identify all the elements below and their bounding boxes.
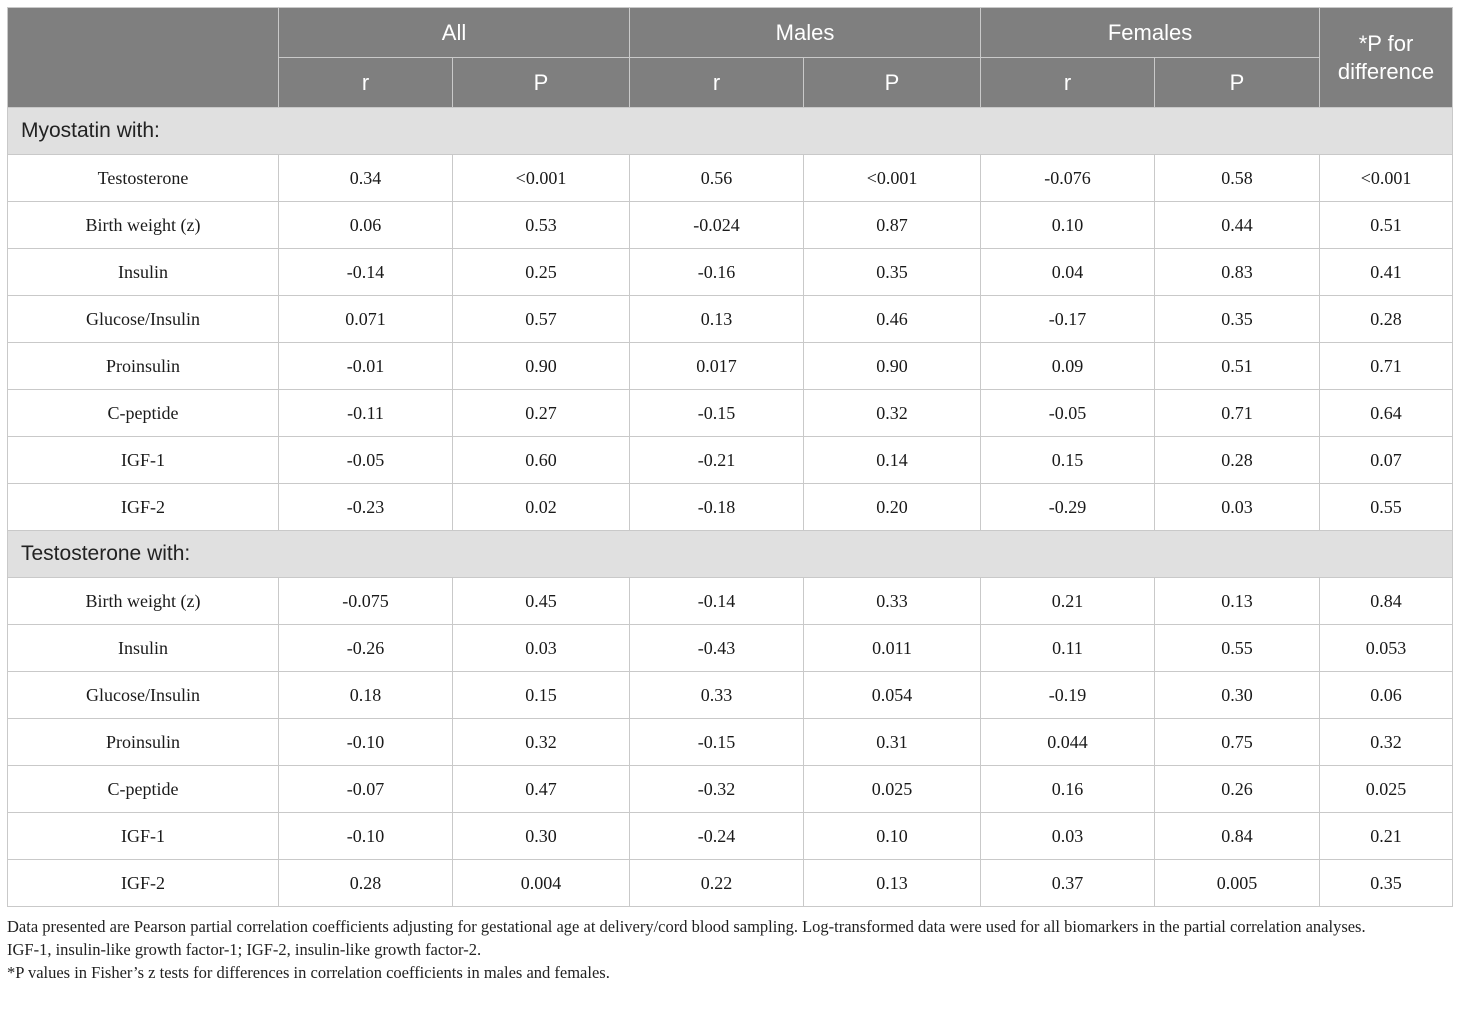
- table-cell: 0.41: [1320, 249, 1453, 296]
- table-cell: 0.13: [1155, 578, 1320, 625]
- table-cell: 0.64: [1320, 390, 1453, 437]
- section-title: Testosterone with:: [8, 531, 1453, 578]
- table-cell: -0.10: [279, 719, 453, 766]
- table-cell: 0.14: [804, 437, 981, 484]
- table-cell: 0.87: [804, 202, 981, 249]
- table-cell: 0.025: [1320, 766, 1453, 813]
- correlation-table: [7, 7, 1453, 907]
- table-cell: 0.06: [1320, 672, 1453, 719]
- table-row: [8, 578, 1453, 625]
- table-cell: <0.001: [804, 155, 981, 202]
- table-cell: 0.22: [630, 860, 804, 907]
- table-cell: -0.01: [279, 343, 453, 390]
- row-label: Birth weight (z): [8, 202, 279, 249]
- table-row: [8, 249, 1453, 296]
- table-row: [8, 296, 1453, 343]
- table-cell: 0.56: [630, 155, 804, 202]
- table-cell: 0.044: [981, 719, 1155, 766]
- table-cell: -0.11: [279, 390, 453, 437]
- table-cell: 0.58: [1155, 155, 1320, 202]
- table-cell: 0.15: [453, 672, 630, 719]
- table-row: [8, 155, 1453, 202]
- table-cell: 0.21: [1320, 813, 1453, 860]
- table-cell: 0.51: [1155, 343, 1320, 390]
- table-cell: 0.13: [630, 296, 804, 343]
- table-row: [8, 672, 1453, 719]
- table-cell: 0.04: [981, 249, 1155, 296]
- table-cell: 0.35: [804, 249, 981, 296]
- row-label: C-peptide: [8, 390, 279, 437]
- table-row: [8, 719, 1453, 766]
- table-cell: 0.26: [1155, 766, 1320, 813]
- table-cell: 0.55: [1320, 484, 1453, 531]
- table-cell: 0.35: [1320, 860, 1453, 907]
- row-label: Glucose/Insulin: [8, 672, 279, 719]
- table-cell: 0.30: [1155, 672, 1320, 719]
- header-p-difference-line2: difference: [1337, 58, 1435, 84]
- footnote-method: Data presented are Pearson partial correlation coefficients adjusting for gestational age at delivery/cord blood sampling. Log-transformed data were used for all biomarkers in the partial correlation analyses.: [7, 917, 1366, 936]
- table-cell: 0.57: [453, 296, 630, 343]
- section-title: Myostatin with:: [8, 108, 1453, 155]
- table-cell: 0.07: [1320, 437, 1453, 484]
- header-females-p: P: [1155, 58, 1320, 108]
- table-cell: 0.83: [1155, 249, 1320, 296]
- table-cell: -0.43: [630, 625, 804, 672]
- table-cell: 0.44: [1155, 202, 1320, 249]
- header-p-difference-line1: *P for: [1358, 30, 1414, 56]
- table-cell: 0.25: [453, 249, 630, 296]
- table-cell: 0.21: [981, 578, 1155, 625]
- row-label: Testosterone: [8, 155, 279, 202]
- table-cell: 0.71: [1155, 390, 1320, 437]
- table-cell: 0.13: [804, 860, 981, 907]
- table-cell: 0.35: [1155, 296, 1320, 343]
- table-cell: 0.03: [1155, 484, 1320, 531]
- table-cell: -0.29: [981, 484, 1155, 531]
- table-cell: 0.32: [1320, 719, 1453, 766]
- table-cell: 0.75: [1155, 719, 1320, 766]
- table-cell: 0.28: [279, 860, 453, 907]
- table-cell: -0.16: [630, 249, 804, 296]
- table-cell: 0.32: [453, 719, 630, 766]
- table-cell: 0.33: [630, 672, 804, 719]
- table-cell: <0.001: [453, 155, 630, 202]
- table-cell: 0.33: [804, 578, 981, 625]
- table-cell: 0.10: [981, 202, 1155, 249]
- table-cell: 0.005: [1155, 860, 1320, 907]
- table-cell: -0.18: [630, 484, 804, 531]
- table-cell: -0.17: [981, 296, 1155, 343]
- header-all-p: P: [453, 58, 630, 108]
- table-cell: 0.02: [453, 484, 630, 531]
- table-row: [8, 484, 1453, 531]
- table-cell: -0.21: [630, 437, 804, 484]
- table-cell: 0.06: [279, 202, 453, 249]
- table-row: [8, 860, 1453, 907]
- table-row: [8, 343, 1453, 390]
- header-females-r: r: [981, 58, 1155, 108]
- table-cell: 0.025: [804, 766, 981, 813]
- table-cell: 0.90: [453, 343, 630, 390]
- table-cell: 0.47: [453, 766, 630, 813]
- table-cell: -0.14: [279, 249, 453, 296]
- table-cell: 0.011: [804, 625, 981, 672]
- table-cell: -0.32: [630, 766, 804, 813]
- table-cell: -0.024: [630, 202, 804, 249]
- table-cell: 0.017: [630, 343, 804, 390]
- table-row: [8, 813, 1453, 860]
- row-label: Birth weight (z): [8, 578, 279, 625]
- row-label: IGF-1: [8, 437, 279, 484]
- table-row: [8, 766, 1453, 813]
- table-cell: 0.11: [981, 625, 1155, 672]
- table-header: [8, 8, 1453, 108]
- footnotes: [7, 915, 1452, 984]
- table-cell: -0.23: [279, 484, 453, 531]
- table-cell: 0.45: [453, 578, 630, 625]
- table-cell: 0.27: [453, 390, 630, 437]
- table-cell: 0.90: [804, 343, 981, 390]
- table-row: [8, 390, 1453, 437]
- table-cell: -0.05: [279, 437, 453, 484]
- table-cell: 0.53: [453, 202, 630, 249]
- table-cell: 0.28: [1320, 296, 1453, 343]
- table-cell: 0.18: [279, 672, 453, 719]
- table-cell: 0.053: [1320, 625, 1453, 672]
- row-label: Glucose/Insulin: [8, 296, 279, 343]
- table-cell: 0.28: [1155, 437, 1320, 484]
- table-cell: 0.09: [981, 343, 1155, 390]
- header-males-r: r: [630, 58, 804, 108]
- table-cell: 0.34: [279, 155, 453, 202]
- header-group-all: All: [279, 8, 630, 58]
- table-cell: -0.24: [630, 813, 804, 860]
- table-cell: 0.55: [1155, 625, 1320, 672]
- table-cell: 0.30: [453, 813, 630, 860]
- section-row: [8, 108, 1453, 155]
- table-cell: 0.004: [453, 860, 630, 907]
- table-cell: 0.10: [804, 813, 981, 860]
- header-group-females: Females: [981, 8, 1320, 58]
- table-cell: -0.14: [630, 578, 804, 625]
- table-cell: 0.20: [804, 484, 981, 531]
- row-label: Proinsulin: [8, 343, 279, 390]
- row-label: Proinsulin: [8, 719, 279, 766]
- row-label: Insulin: [8, 249, 279, 296]
- table-cell: 0.15: [981, 437, 1155, 484]
- table-cell: -0.075: [279, 578, 453, 625]
- table-cell: 0.071: [279, 296, 453, 343]
- table-cell: -0.15: [630, 390, 804, 437]
- footnote-abbreviations: IGF-1, insulin-like growth factor-1; IGF-2, insulin-like growth factor-2.: [7, 940, 482, 959]
- table-cell: 0.51: [1320, 202, 1453, 249]
- table-row: [8, 437, 1453, 484]
- table-cell: 0.60: [453, 437, 630, 484]
- table-cell: 0.16: [981, 766, 1155, 813]
- table-cell: 0.71: [1320, 343, 1453, 390]
- header-males-p: P: [804, 58, 981, 108]
- header-group-males: Males: [630, 8, 981, 58]
- table-cell: 0.03: [453, 625, 630, 672]
- table-container: [7, 7, 1452, 984]
- header-p-difference: [1320, 8, 1453, 108]
- row-label: C-peptide: [8, 766, 279, 813]
- section-row: [8, 531, 1453, 578]
- table-cell: 0.054: [804, 672, 981, 719]
- table-cell: -0.19: [981, 672, 1155, 719]
- table-cell: 0.46: [804, 296, 981, 343]
- table-cell: 0.32: [804, 390, 981, 437]
- row-label: Insulin: [8, 625, 279, 672]
- table-body: [8, 108, 1453, 907]
- row-label: IGF-2: [8, 860, 279, 907]
- header-blank-cell: [8, 8, 279, 108]
- table-cell: 0.84: [1320, 578, 1453, 625]
- table-cell: <0.001: [1320, 155, 1453, 202]
- table-cell: 0.03: [981, 813, 1155, 860]
- table-cell: -0.26: [279, 625, 453, 672]
- table-cell: -0.05: [981, 390, 1155, 437]
- table-cell: 0.84: [1155, 813, 1320, 860]
- header-all-r: r: [279, 58, 453, 108]
- table-cell: -0.15: [630, 719, 804, 766]
- table-cell: 0.31: [804, 719, 981, 766]
- table-row: [8, 202, 1453, 249]
- table-cell: 0.37: [981, 860, 1155, 907]
- table-cell: -0.076: [981, 155, 1155, 202]
- row-label: IGF-1: [8, 813, 279, 860]
- table-row: [8, 625, 1453, 672]
- table-cell: -0.07: [279, 766, 453, 813]
- footnote-p-difference: *P values in Fisher’s z tests for differences in correlation coefficients in males and females.: [7, 963, 610, 982]
- row-label: IGF-2: [8, 484, 279, 531]
- table-cell: -0.10: [279, 813, 453, 860]
